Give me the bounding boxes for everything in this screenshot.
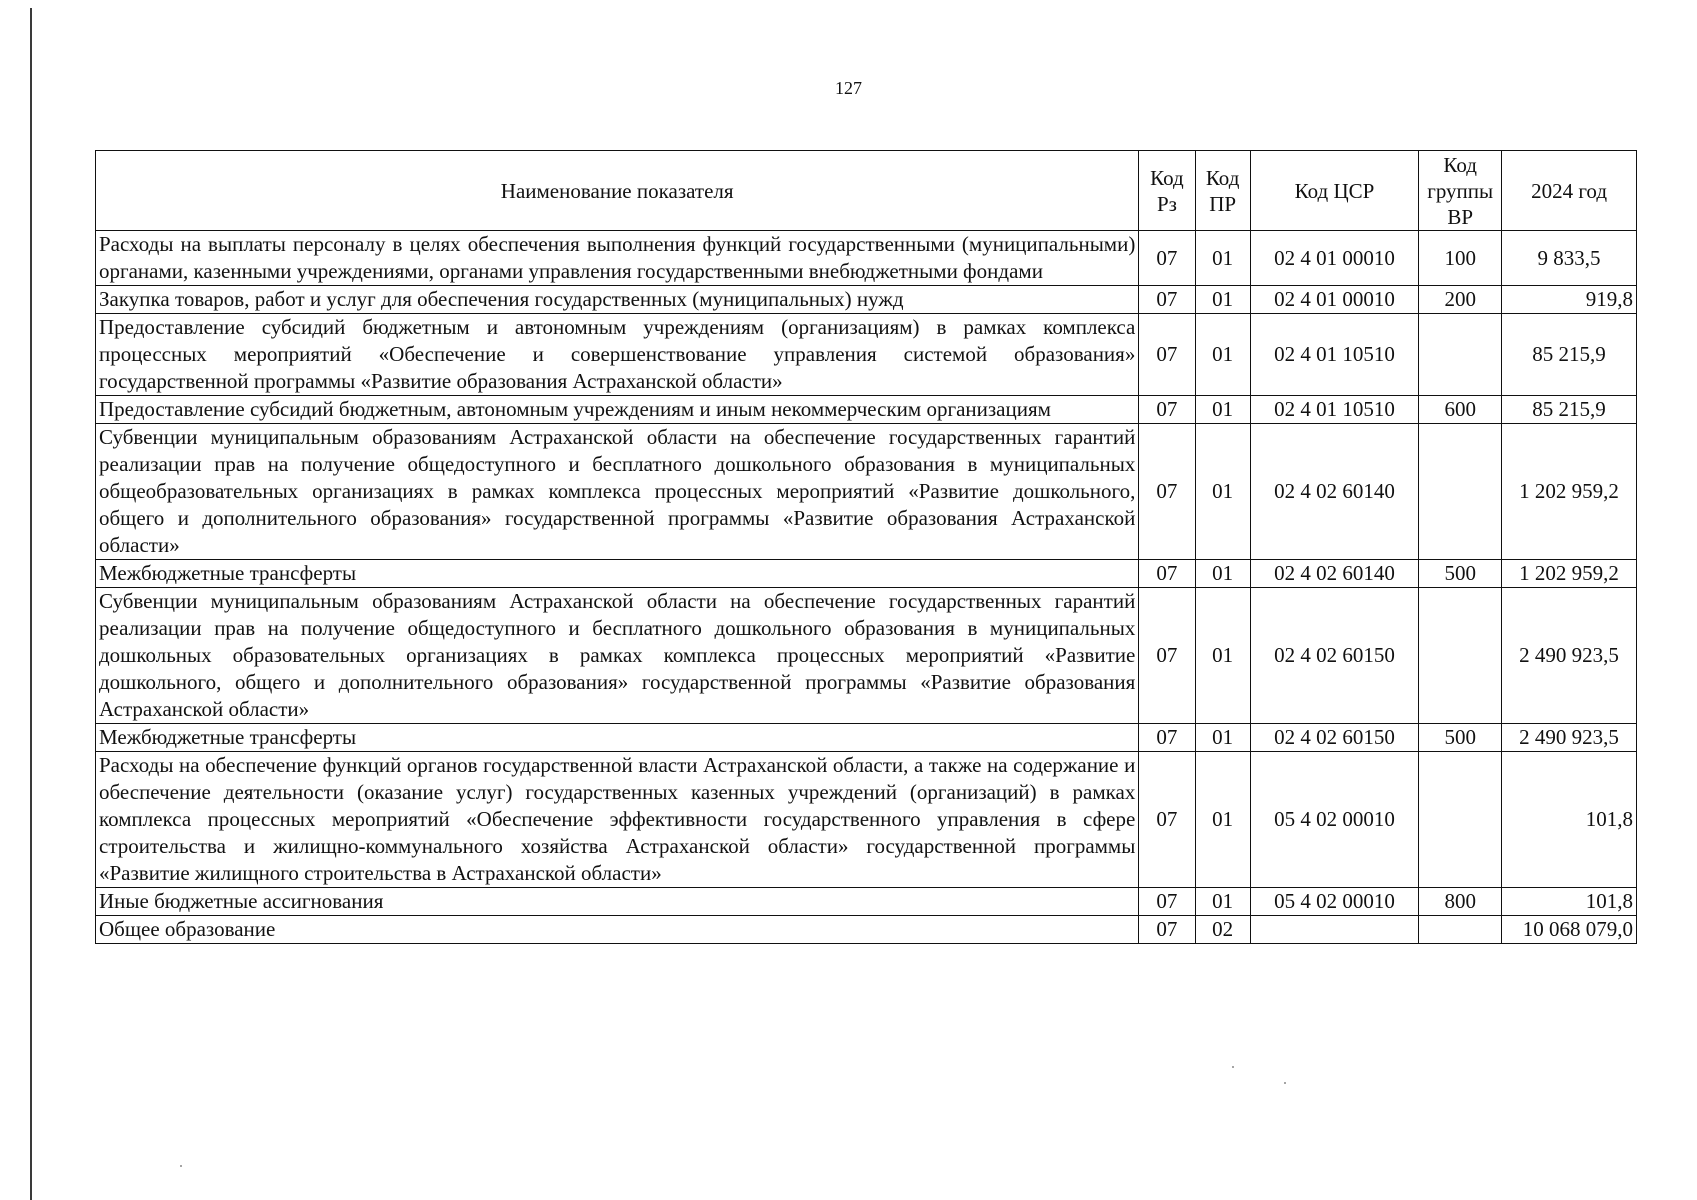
row-name: Расходы на выплаты персоналу в целях обеспечения выполнения функций государственными (муниципальными) органами, казенными учреждениями, органами управления государственными внебюджетными фондами xyxy=(96,231,1139,286)
header-csr: Код ЦСР xyxy=(1250,151,1419,231)
header-name: Наименование показателя xyxy=(96,151,1139,231)
row-csr: 02 4 02 60140 xyxy=(1250,424,1419,560)
table-header-row xyxy=(96,151,1637,231)
row-pr: 01 xyxy=(1195,888,1250,916)
header-vr: Код группы ВР xyxy=(1419,151,1502,231)
row-csr: 02 4 01 10510 xyxy=(1250,314,1419,396)
scan-speck xyxy=(1284,1082,1286,1084)
row-amount: 2 490 923,5 xyxy=(1502,588,1637,724)
row-amount: 2 490 923,5 xyxy=(1502,724,1637,752)
header-year: 2024 год xyxy=(1502,151,1637,231)
scan-speck xyxy=(1232,1066,1234,1068)
page-number: 127 xyxy=(835,78,862,98)
row-vr: 800 xyxy=(1419,888,1502,916)
header-rz: Код Рз xyxy=(1139,151,1195,231)
row-rz: 07 xyxy=(1139,560,1195,588)
scan-speck xyxy=(180,1165,182,1167)
row-csr: 05 4 02 00010 xyxy=(1250,888,1419,916)
row-rz: 07 xyxy=(1139,724,1195,752)
table-row xyxy=(96,916,1637,944)
table-row xyxy=(96,724,1637,752)
row-pr: 02 xyxy=(1195,916,1250,944)
row-csr: 02 4 02 60150 xyxy=(1250,724,1419,752)
row-name: Предоставление субсидий бюджетным и автономным учреждениям (организациям) в рамках комплекса процессных мероприятий «Обеспечение и совершенствование управления системой образования» государственной программы «Развитие образования Астраханской области» xyxy=(96,314,1139,396)
row-csr xyxy=(1250,916,1419,944)
row-vr: 600 xyxy=(1419,396,1502,424)
row-pr: 01 xyxy=(1195,396,1250,424)
row-vr: 500 xyxy=(1419,560,1502,588)
table-row xyxy=(96,588,1637,724)
table-row xyxy=(96,231,1637,286)
row-vr xyxy=(1419,752,1502,888)
row-name: Межбюджетные трансферты xyxy=(96,724,1139,752)
row-vr: 500 xyxy=(1419,724,1502,752)
row-rz: 07 xyxy=(1139,396,1195,424)
row-csr: 05 4 02 00010 xyxy=(1250,752,1419,888)
row-vr: 100 xyxy=(1419,231,1502,286)
row-name: Предоставление субсидий бюджетным, автономным учреждениям и иным некоммерческим организациям xyxy=(96,396,1139,424)
row-amount: 1 202 959,2 xyxy=(1502,560,1637,588)
row-name: Иные бюджетные ассигнования xyxy=(96,888,1139,916)
row-csr: 02 4 01 00010 xyxy=(1250,286,1419,314)
row-pr: 01 xyxy=(1195,560,1250,588)
table-row xyxy=(96,314,1637,396)
row-vr: 200 xyxy=(1419,286,1502,314)
row-amount: 85 215,9 xyxy=(1502,314,1637,396)
row-rz: 07 xyxy=(1139,286,1195,314)
table-row xyxy=(96,752,1637,888)
row-rz: 07 xyxy=(1139,588,1195,724)
row-rz: 07 xyxy=(1139,231,1195,286)
row-csr: 02 4 02 60150 xyxy=(1250,588,1419,724)
row-rz: 07 xyxy=(1139,888,1195,916)
row-pr: 01 xyxy=(1195,752,1250,888)
row-name: Закупка товаров, работ и услуг для обеспечения государственных (муниципальных) нужд xyxy=(96,286,1139,314)
row-rz: 07 xyxy=(1139,314,1195,396)
budget-table xyxy=(95,150,1637,944)
row-amount: 919,8 xyxy=(1502,286,1637,314)
row-vr xyxy=(1419,588,1502,724)
row-name: Межбюджетные трансферты xyxy=(96,560,1139,588)
row-name: Субвенции муниципальным образованиям Астраханской области на обеспечение государственных гарантий реализации прав на получение общедоступного и бесплатного дошкольного образования в муниципальных общеобразовательных организациях в рамках комплекса процессных мероприятий «Развитие дошкольного, общего и дополнительного образования» государственной программы «Развитие образования Астраханской области» xyxy=(96,424,1139,560)
table-row xyxy=(96,396,1637,424)
row-rz: 07 xyxy=(1139,916,1195,944)
row-name: Субвенции муниципальным образованиям Астраханской области на обеспечение государственных гарантий реализации прав на получение общедоступного и бесплатного дошкольного образования в муниципальных дошкольных образовательных организациях в рамках комплекса процессных мероприятий «Развитие дошкольного, общего и дополнительного образования» государственной программы «Развитие образования Астраханской области» xyxy=(96,588,1139,724)
row-pr: 01 xyxy=(1195,724,1250,752)
row-amount: 101,8 xyxy=(1502,888,1637,916)
row-csr: 02 4 01 10510 xyxy=(1250,396,1419,424)
row-name: Общее образование xyxy=(96,916,1139,944)
row-name: Расходы на обеспечение функций органов государственной власти Астраханской области, а также на содержание и обеспечение деятельности (оказание услуг) государственных казенных учреждений (организаций) в рамках комплекса процессных мероприятий «Обеспечение эффективности государственного управления в сфере строительства и жилищно-коммунального хозяйства Астраханской области» государственной программы «Развитие жилищного строительства в Астраханской области» xyxy=(96,752,1139,888)
row-amount: 9 833,5 xyxy=(1502,231,1637,286)
row-pr: 01 xyxy=(1195,314,1250,396)
row-csr: 02 4 02 60140 xyxy=(1250,560,1419,588)
row-pr: 01 xyxy=(1195,424,1250,560)
table-row xyxy=(96,286,1637,314)
row-amount: 10 068 079,0 xyxy=(1502,916,1637,944)
row-pr: 01 xyxy=(1195,231,1250,286)
binding-edge-line xyxy=(30,8,32,1200)
row-amount: 101,8 xyxy=(1502,752,1637,888)
row-amount: 1 202 959,2 xyxy=(1502,424,1637,560)
row-vr xyxy=(1419,424,1502,560)
row-csr: 02 4 01 00010 xyxy=(1250,231,1419,286)
row-vr xyxy=(1419,916,1502,944)
row-rz: 07 xyxy=(1139,424,1195,560)
row-pr: 01 xyxy=(1195,588,1250,724)
row-pr: 01 xyxy=(1195,286,1250,314)
row-vr xyxy=(1419,314,1502,396)
table-row xyxy=(96,888,1637,916)
header-pr: Код ПР xyxy=(1195,151,1250,231)
table-row xyxy=(96,424,1637,560)
row-amount: 85 215,9 xyxy=(1502,396,1637,424)
table-row xyxy=(96,560,1637,588)
row-rz: 07 xyxy=(1139,752,1195,888)
